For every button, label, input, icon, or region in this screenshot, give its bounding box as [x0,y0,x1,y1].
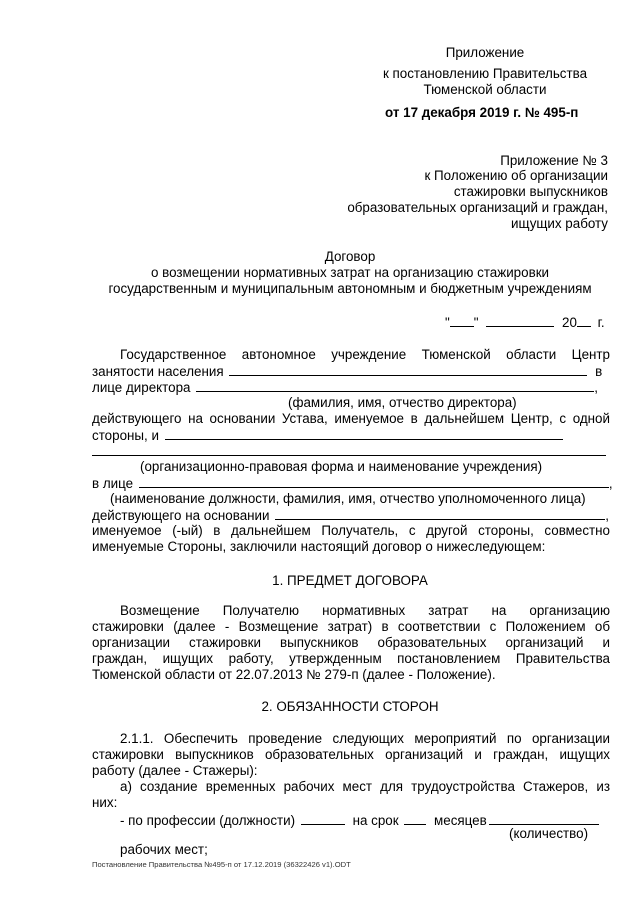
contract-subtitle-1: о возмещении нормативных затрат на организацию стажировки [150,265,550,280]
director-name-blank [196,379,594,392]
representative-blank [139,475,609,488]
section-1-line-5: Тюменской области от 22.07.2013 № 279-п (далее - Положение). [92,667,496,682]
parties-line-2: занятости населения в [92,364,603,379]
representative-hint: (наименование должности, фамилия, имя, отчество уполномоченного лица) [110,491,586,506]
director-hint: (фамилия, имя, отчество директора) [288,395,517,410]
month-blank [486,314,554,327]
parties-line-7 [92,443,606,460]
section-2-line-1: 2.1.1. Обеспечить проведение следующих мероприятий по организации [120,731,610,746]
count-blank [489,812,599,825]
organization-hint: (организационно-правовая форма и наименование учреждения) [140,459,543,474]
section-2-line-6: - по профессии (должности) на срок месяцев [120,812,599,829]
annex-line-3: образовательных организаций и граждан, [347,200,608,215]
contract-title: Договор [324,249,376,264]
parties-line-1: Государственное автономное учреждение Тюменской области Центр [120,347,610,362]
resolution-date-number: от 17 декабря 2019 г. № 495-п [385,105,579,120]
center-name-blank [229,363,587,376]
contract-date-line: " " 20 г. [445,315,605,330]
appendix-label: Приложение [445,45,525,60]
recipient-blank-2 [92,443,606,456]
section-2-line-4: а) создание временных рабочих мест для трудоустройства Стажеров, из [120,779,610,794]
section-2-line-8: рабочих мест; [120,842,208,857]
year-blank [577,314,591,327]
term-blank [404,812,426,825]
profession-blank [301,812,345,825]
section-1-line-4: граждан, ищущих работу, утвержденным постановлением Правительства [92,651,610,666]
basis-blank [275,507,605,520]
document-footer: Постановление Правительства №495-п от 17.12.2019 (36322426 v1).ODT [92,860,351,869]
parties-line-3: лице директора , [92,380,598,395]
annex-line-4: ищущих работу [511,216,608,231]
annex-line-1: к Положению об организации [424,168,608,183]
region-label: Тюменской области [423,82,547,97]
resolution-reference: к постановлению Правительства [382,66,588,81]
section-2-line-5: них: [92,795,118,810]
section-1-line-3: организации стажировки выпускников образовательных организаций и [92,635,610,650]
section-2-line-3: работу (далее - Стажеры): [92,763,258,778]
section-1-line-1: Возмещение Получателю нормативных затрат на организацию [120,603,610,618]
day-blank [450,314,474,327]
annex-title: Приложение № 3 [500,153,608,168]
count-hint: (количество) [509,826,589,841]
section-1-line-2: стажировки (далее - Возмещение затрат) в соответствии с Положением об [92,619,610,634]
section-2-heading: 2. ОБЯЗАННОСТИ СТОРОН [261,699,439,714]
section-1-heading: 1. ПРЕДМЕТ ДОГОВОРА [272,573,428,588]
parties-line-9: в лице , [92,476,613,491]
contract-subtitle-2: государственным и муниципальным автономным и бюджетным учреждениям [108,281,592,296]
parties-line-6: стороны, и [92,427,563,444]
recipient-blank-1 [165,427,563,440]
parties-line-5: действующего на основании Устава, именуемое в дальнейшем Центр, с одной [92,411,610,426]
annex-line-2: стажировки выпускников [453,184,608,199]
section-2-line-2: стажировки выпускников образовательных организаций и граждан, ищущих [92,747,610,762]
parties-line-12: именуемое (-ый) в дальнейшем Получатель, с другой стороны, совместно [92,523,610,538]
parties-line-11: действующего на основании , [92,508,609,523]
parties-line-13: именуемые Стороны, заключили настоящий договор о нижеследующем: [92,539,546,554]
